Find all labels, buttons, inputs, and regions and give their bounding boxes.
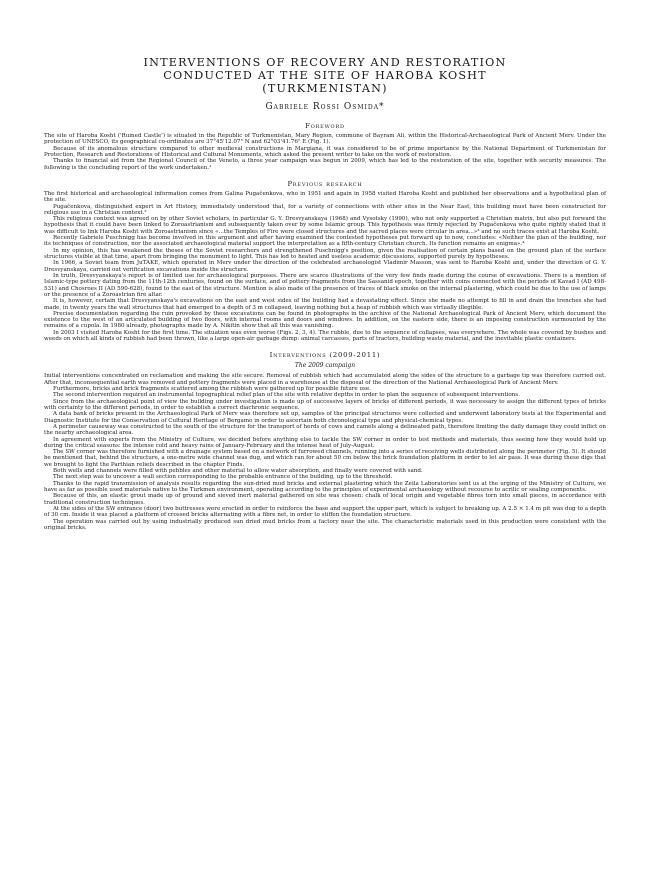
paragraph: In truth, Dresvyanskaya's report is of limited use for archaeological purposes. There are scarce illustrations of the very few finds made during the course of excavations. There is a mention of Islamic-type pottery dating from the 11th-12th centuries, found on the surface, and of pottery fragments from the Sassanid epoch, together with coins connected with the periods of Kavad I (AD 498-531) and Chosroes II (AD 590-628), found to the east of the structure. Mention is also made of the presence of traces of black smoke on the internal plastering, which could be due to the use of lamps or the presence of a Zoroastrian fire altar. [44, 272, 606, 298]
paragraph: Thanks to the rapid transmission of analysis results regarding the sun-dried mud bricks and external plastering which the Zeila Laboratories sent us at the urging of the Ministry of Culture, we have as far as possible used materials native to the Turkmen environment, operating according to the principles of experimental archaeology without recourse to acrilic or sealing components. [44, 480, 606, 493]
paragraph: Furthermore, bricks and brick fragments scattered among the rubbish were gathered up for possible future use. [53, 386, 371, 392]
paragraph: The next step was to uncover a wall section corresponding to the probable entrance of the building, up to the threshold. [53, 474, 393, 481]
paragraph: A perimeter causeway was constructed to the south of the structure for the transport of herds of cows and camels along a delineated path, therefore limiting the daily damage they could inflict on the nearby archaeological area. [44, 423, 606, 437]
paragraph: The SW corner was therefore furnished with a drainage system based on a network of furrowed channels, running into a series of receiving wells distributed along the perimeter (Fig. 5). It should be mentioned that, behind the structure, a one-metre wide channel was dug, and which ran for about 50 cm below the brick foundation platform in order to let air pass. It was during these digs that we brought to light the Parthian reliefs described in the chapter Finds. [44, 449, 606, 468]
paragraph: Because of its anomalous structure compared to other medieval constructions in Margiana, it was considered to be of prime importance by the National Department of Turkmenistan for Protection, Research and Restorations of Historical and Cultural Monuments, which asked the present writer to take on the work of restoration. [44, 145, 606, 158]
section-spacer [44, 342, 606, 348]
section-heading: Interventions (2009-2011) [269, 351, 381, 360]
article-title [44, 56, 606, 95]
paragraph: The site of Haroba Kosht ('Ruined Castle') is situated in the Republic of Turkmenistan, Mary Region, commune of Bayram Ali, within the Historical-Archaeological Park of Ancient Merv. Under the protection of UNESCO, its geographical co-ordinates are 37°45'12.07" N and 62°03'41.76" E (Fig. 1). [44, 133, 606, 146]
title-line: INTERVENTIONS OF RECOVERY AND RESTORATION [143, 56, 507, 69]
paragraph: The operation was carried out by using industrially produced sun dried mud bricks from a factory near the site. The characteristic materials used in this production were consistent with the original bricks. [44, 518, 606, 531]
section-heading: Previous research [287, 179, 363, 188]
paragraph: It is, however, certain that Dresvyanskaya's excavations on the east and west sides of the building had a devastating effect. Since she made no attempt to fill in and drain the trenches she had made, in twenty years the wall structures that had emerged to a depth of 3 m collapsed, leaving nothing but a heap of rubbish which was virtually illegible. [44, 298, 606, 311]
section-spacer [44, 171, 606, 177]
paragraph: In 1966, a Soviet team from JuTAKE, which operated in Merv under the direction of the celebrated archaeologist Vladimir Masson, was sent to Haroba Kosht and, under the direction of G. Y. Dresvyanskaya, carried out verification excavations inside the structure. [44, 260, 606, 273]
paragraph: Thanks to financial aid from the Regional Council of the Veneto, a three year campaign was begun in 2009, which has led to the restoration of the site, together with security measures. The following is the concluding report of the work undertaken.¹ [44, 158, 606, 171]
paragraph: Pugačenkova, distinguished expert in Art History, immediately understood that, for a variety of connections with other sites in the Near East, this building must have been constructed for religious use in a Christian context.² [44, 203, 606, 216]
paragraph: Because of this, an elastic grout made up of ground and sieved inert material gathered on site was chosen: chalk of local origin and vegetable fibres torn into small pieces, in accordance with traditional construction techniques. [44, 493, 606, 506]
paragraph: At the sides of the SW entrance (door) two buttresses were erected in order to reinforce the base and support the upper part, which is subject to breaking up. A 2.5 × 1.4 m pit was dug to a depth of 30 cm. Inside it was placed a platform of crossed bricks alternating with a fibre net, in order to stiffen the foundation structure. [44, 505, 606, 519]
paragraph: In 2003 I visited Haroba Kosht for the first time. The situation was even worse (Figs. 2, 3, 4). The rubble, due to the sequence of collapses, was everywhere. The whole was covered by bushes and weeds on which all kinds of rubbish had been thrown, like a large open-air garbage dump: animal carcasses, parts of tractors, building waste material, and the inevitable plastic containers. [44, 329, 606, 343]
section-subheading: The 2009 campaign [294, 362, 356, 370]
paragraph: The first historical and archaeological information comes from Galina Pugačenkova, who in 1951 and again in 1958 visited Haroba Kosht and published her observations and a hypothetical plan of the site. [44, 190, 606, 204]
title-line: (TURKMENISTAN) [262, 82, 388, 95]
author-name: Gabriele Rossi Osmida* [265, 102, 385, 112]
paragraph: In agreement with experts from the Ministry of Culture, we decided before anything else to tackle the SW corner in order to test methods and materials, thus seeing how they would hold up during the critical seasons: the intense cold and heavy rains of January-February and the intense heat of July-August. [44, 436, 606, 449]
article-body [44, 122, 606, 531]
paragraph: Both wells and channels were filled with pebbles and other material to allow water absorption, and finally were covered with sand. [53, 468, 423, 475]
paragraph: Since from the archaeological point of view the building under investigation is made up of successive layers of bricks of different periods, it was necessary to assign the different types of bricks with certainty to the different periods, in order to establish a correct diachronic sequence. [44, 398, 606, 411]
paragraph: Recently Gabriele Puschnigg has become involved in this argument and after having examined the contested hypotheses put forward up to now, concludes: «Neither the plan of the building, nor its techniques of construction, nor the associated archaeological material support the interpretation as a fifth-century Christian church. Its function remains an enigma».⁴ [44, 235, 606, 248]
section-heading: Foreword [305, 122, 345, 130]
paragraph: In my opinion, this has weakened the theses of the Soviet researchers and strengthened Puschnigg's position, given the realisation of certain plans based on the ground plan of the surface structures visible at that time, apart from bringing the monument to light. This has led to heated and useless academic discussions, supported purely by hypotheses. [44, 247, 606, 260]
title-line: CONDUCTED AT THE SITE OF HAROBA KOSHT [163, 69, 487, 82]
paragraph: The second intervention required an instrumental topographical relief plan of the site with relative depths in order to plan the sequence of subsequent interventions. [53, 392, 520, 399]
paragraph: Initial interventions concentrated on reclamation and making the site secure. Removal of rubbish which had accumulated along the sides of the structure to a garbage tip was therefore carried out. After that, inconsequential earth was removed and pottery fragments were placed in a warehouse at the disposal of the direction of the National Archaeological Park of Ancient Merv. [44, 373, 606, 386]
paragraph: Precise documentation regarding the ruin provoked by these excavations can be found in photographs in the archive of the National Archaeological Park of Ancient Merv, which document the existence to the west of an articulated building of two floors, with internal rooms and doors and windows. In addition, on the eastern side, there is an imposing construction surmounted by the remains of a cupola. In 1980 already, photographs made by A. Nikitin show that all this was vanishing. [44, 310, 606, 330]
paragraph: A data bank of bricks present in the Archaeological Park of Merv was therefore set up, samples of the principal structures were collected and underwent laboratory tests at the Experimental and Diagnostic Institute for the Conservation of Cultural Heritage of Bergamo in order to ascertain both chronological type and physical-chemical types. [44, 411, 606, 424]
paragraph: This religious context was agreed on by other Soviet scholars, in particular G. Y. Dresvyanskaya (1968) and Vysotsky (1990), who not only supported a Christian matrix, but also put forward the hypothesis that it could have been linked to Zoroastrianism and subsequently taken over by some Islamic group. This hypothesis was firmly rejected by Pugačenkova who quite rightly stated that it was difficult to link Haroba Kosht with Zoroastrianism since «...the Temples of Fire were closed structures and the sacred places were circular in area...»³ and no such traces exist at Haroba Kosht. [44, 216, 606, 235]
